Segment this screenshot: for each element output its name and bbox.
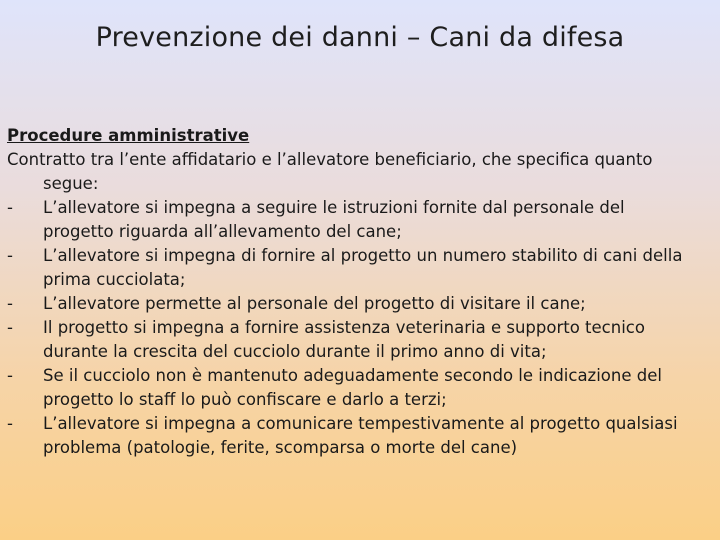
- slide-body: [7, 124, 687, 460]
- bullet-item: [7, 196, 687, 244]
- bullet-text: L’allevatore si impegna a seguire le istruzioni fornite dal personale del progetto riguarda all’allevamento del cane;: [43, 198, 625, 241]
- bullet-text: L’allevatore si impegna di fornire al progetto un numero stabilito di cani della prima cucciolata;: [43, 246, 683, 289]
- bullet-marker: -: [7, 294, 13, 313]
- bullet-text: Il progetto si impegna a fornire assistenza veterinaria e supporto tecnico durante la crescita del cucciolo durante il primo anno di vita;: [43, 318, 645, 361]
- slide-title: Prevenzione dei danni – Cani da difesa: [95, 22, 625, 53]
- bullet-marker: -: [7, 366, 13, 385]
- bullet-marker: -: [7, 318, 13, 337]
- bullet-item: [7, 412, 687, 460]
- bullet-text: L’allevatore si impegna a comunicare tempestivamente al progetto qualsiasi problema (patologie, ferite, scomparsa o morte del cane): [43, 414, 678, 457]
- bullet-marker: -: [7, 246, 13, 265]
- bullet-text: Se il cucciolo non è mantenuto adeguadamente secondo le indicazione del progetto lo staff lo può confiscare e darlo a terzi;: [43, 366, 662, 409]
- bullet-text: L’allevatore permette al personale del progetto di visitare il cane;: [43, 294, 586, 313]
- bullet-item: [7, 292, 687, 316]
- bullet-marker: -: [7, 198, 13, 217]
- bullet-marker: -: [7, 414, 13, 433]
- bullet-item: [7, 244, 687, 292]
- bullet-item: [7, 364, 687, 412]
- section-heading: Procedure amministrative: [7, 126, 250, 145]
- intro-paragraph: Contratto tra l’ente affidatario e l’allevatore beneficiario, che specifica quanto segue:: [7, 150, 653, 193]
- bullet-item: [7, 316, 687, 364]
